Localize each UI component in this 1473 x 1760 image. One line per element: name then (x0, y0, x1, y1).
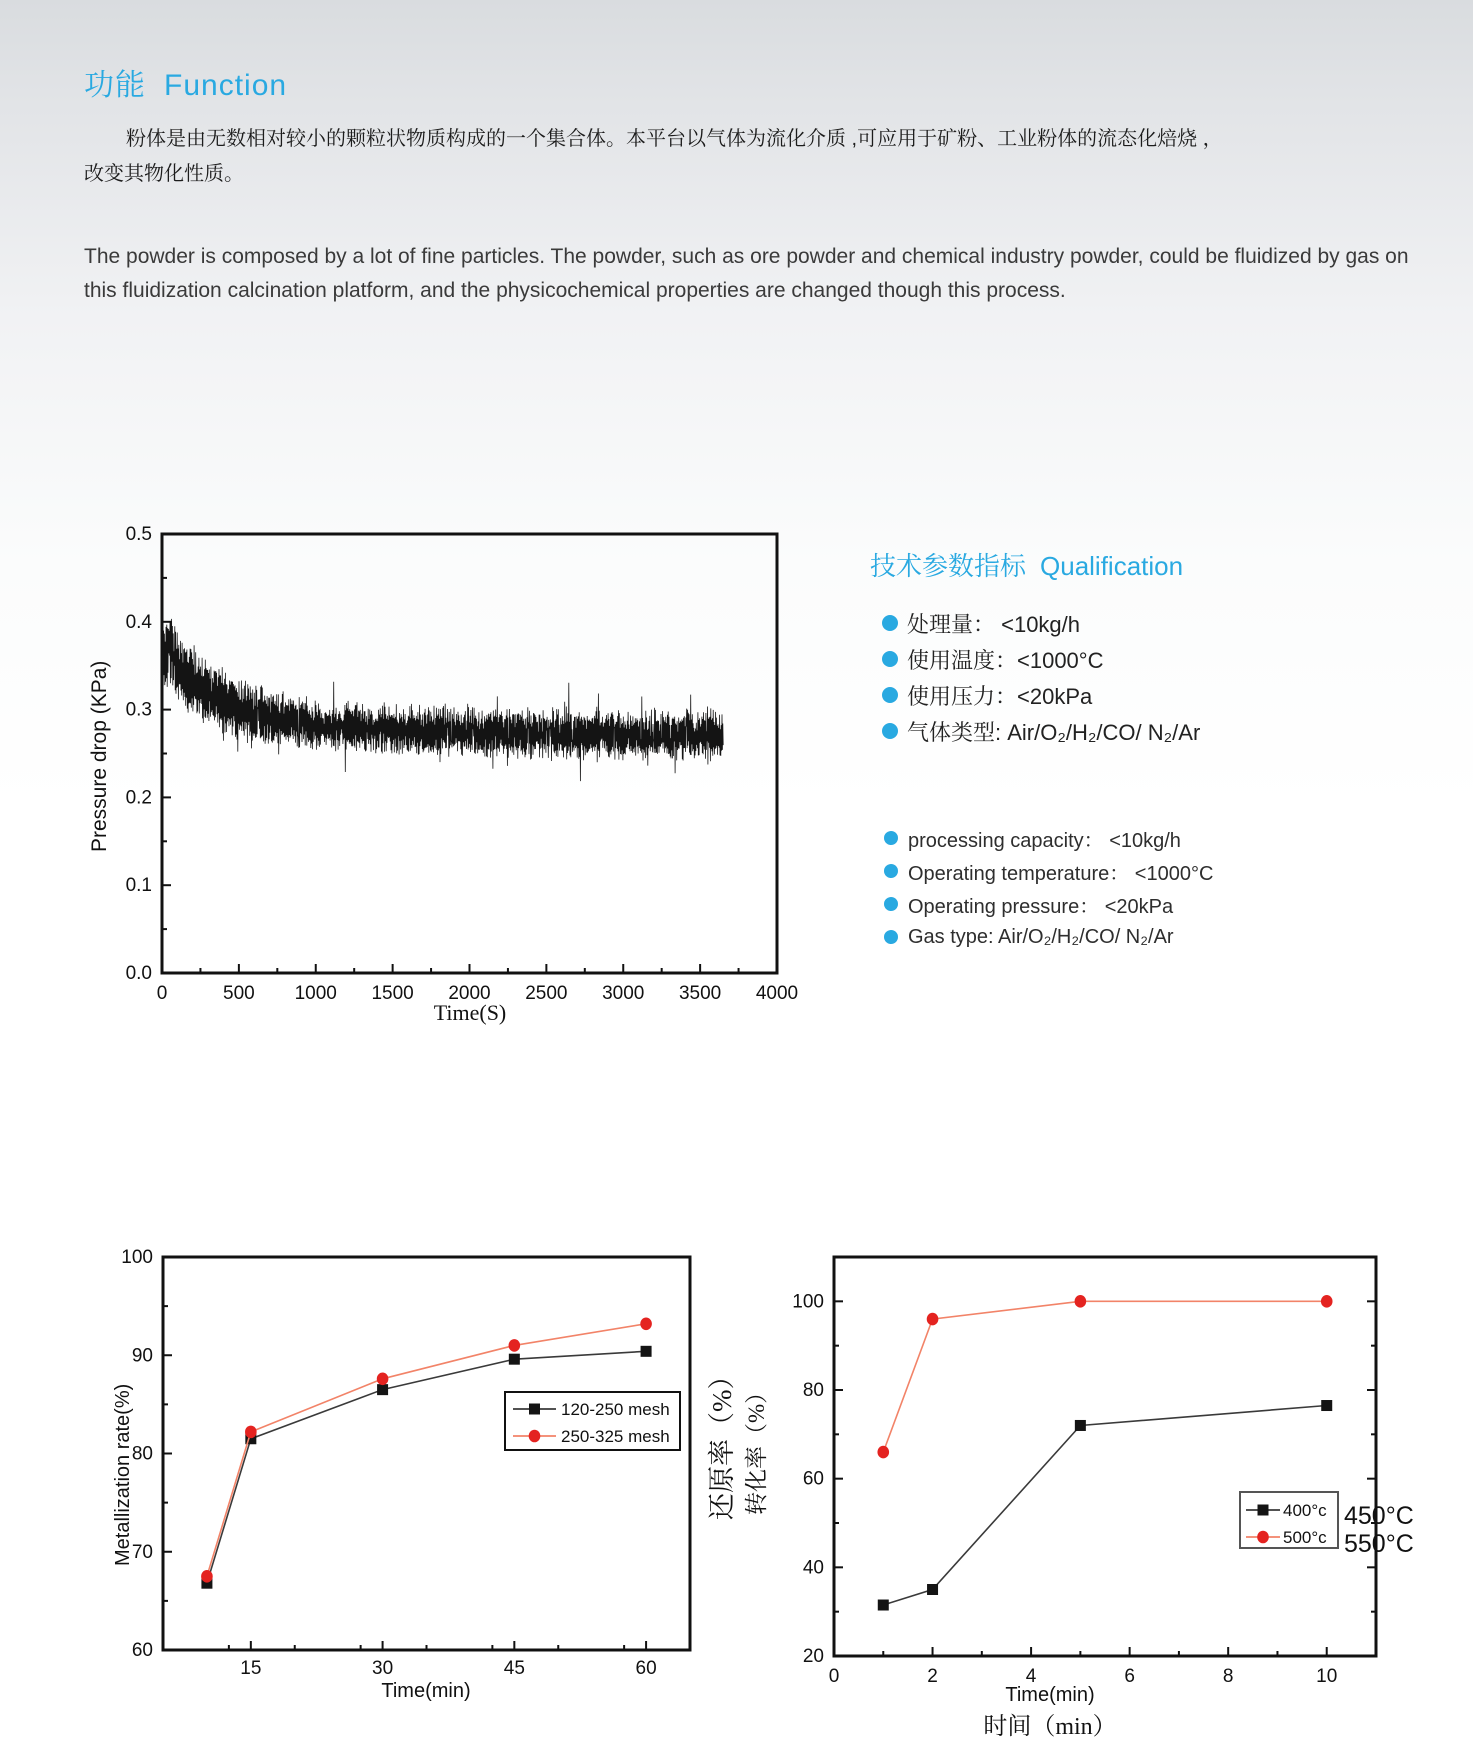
svg-text:3000: 3000 (602, 983, 645, 1004)
metallization-chart-xlabel: Time(min) (381, 1680, 471, 1702)
svg-text:100: 100 (121, 1247, 153, 1268)
metallization-chart-ylabel: Metallization rate(%) (112, 1383, 134, 1566)
svg-text:3500: 3500 (678, 983, 722, 1004)
bullet-gas-cn (882, 716, 1200, 746)
svg-text:10: 10 (1316, 1666, 1338, 1687)
bullet-icon (884, 897, 898, 911)
pressure-drop-chart (0, 440, 820, 1040)
svg-text:250-325 mesh: 250-325 mesh (561, 1427, 670, 1446)
svg-text:500°c: 500°c (1283, 1528, 1327, 1547)
svg-text:30: 30 (372, 1658, 394, 1679)
bullet-gas-en (884, 923, 1174, 951)
svg-text:120-250 mesh: 120-250 mesh (561, 1400, 670, 1419)
svg-text:400°c: 400°c (1283, 1501, 1327, 1520)
svg-text:450°C: 450°C (1344, 1502, 1414, 1530)
svg-text:20: 20 (802, 1646, 824, 1667)
svg-text:0.5: 0.5 (125, 524, 152, 545)
svg-text:0.1: 0.1 (125, 875, 152, 897)
svg-text:80: 80 (131, 1443, 153, 1465)
svg-text:100: 100 (792, 1291, 824, 1313)
bullet-capacity-en-text: processing capacity： <10kg/h (908, 829, 1181, 852)
bullet-icon (882, 723, 898, 739)
qualification-title-cn: 技术参数指标 (870, 551, 1027, 581)
svg-text:60: 60 (635, 1658, 657, 1679)
bullet-temperature-en (884, 857, 1213, 885)
svg-text:0: 0 (828, 1666, 840, 1687)
svg-text:2000: 2000 (448, 983, 491, 1004)
qualification-title (870, 546, 1183, 583)
intro-paragraph-en: The powder is composed by a lot of fine particles. The powder, such as ore powder and chemical industry powder, could be fluidized by gas on this fluidization calcination platform, and the physicochemical properties are changed though this process. (84, 245, 1409, 302)
bullet-pressure-cn (882, 680, 1092, 710)
bullet-capacity-cn (882, 608, 1080, 638)
bullet-capacity-en (884, 824, 1181, 852)
page-title (84, 60, 287, 104)
bullet-gas-en-text: Gas type: Air/O₂/H₂/CO/ N₂/Ar (908, 925, 1174, 948)
reduction-chart-ylabel-cn1: 还原率（%） (707, 1362, 737, 1520)
svg-text:60: 60 (802, 1468, 824, 1490)
bullet-icon (884, 930, 898, 944)
bullet-icon (884, 864, 898, 878)
metallization-rate-chart (0, 1100, 720, 1740)
svg-text:500: 500 (223, 983, 255, 1004)
svg-text:45: 45 (503, 1658, 525, 1679)
bullet-capacity-cn-text: 处理量： <10kg/h (907, 611, 1081, 637)
bullet-temperature-cn-text: 使用温度：<1000°C (907, 647, 1104, 673)
pressure-chart-ylabel: Pressure drop (KPa) (88, 660, 111, 852)
pressure-chart-xlabel: Time(S) (433, 1000, 507, 1025)
bullet-icon (882, 687, 898, 703)
svg-text:15: 15 (240, 1658, 262, 1679)
svg-text:90: 90 (131, 1345, 153, 1367)
bullet-temperature-cn (882, 644, 1103, 674)
svg-text:40: 40 (802, 1557, 824, 1579)
bullet-pressure-en-text: Operating pressure： <20kPa (908, 895, 1174, 918)
intro-paragraph-cn-line1: 粉体是由无数相对较小的颗粒状物质构成的一个集合体。本平台以气体为流化介质 ,可应用于矿粉、工业粉体的流态化焙烧 ， (126, 128, 1223, 150)
bullet-icon (884, 831, 898, 845)
svg-text:70: 70 (131, 1541, 153, 1563)
svg-text:1000: 1000 (294, 983, 337, 1004)
svg-text:4000: 4000 (755, 983, 799, 1004)
svg-text:80: 80 (802, 1380, 824, 1401)
bullet-pressure-cn-text: 使用压力：<20kPa (907, 683, 1093, 709)
svg-text:0.0: 0.0 (125, 963, 152, 984)
bullet-pressure-en (884, 890, 1173, 918)
svg-text:4: 4 (1025, 1666, 1037, 1687)
intro-paragraph-cn-line2: 改变其物化性质。 (84, 163, 244, 185)
bullet-gas-cn-text: 气体类型: Air/O₂/H₂/CO/ N₂/Ar (907, 719, 1201, 745)
reduction-chart-ylabel-cn2: 转化率（%） (744, 1380, 769, 1515)
svg-text:550°C: 550°C (1344, 1530, 1414, 1558)
bullet-temperature-en-text: Operating temperature： <1000°C (908, 862, 1214, 885)
svg-text:2500: 2500 (525, 983, 568, 1004)
svg-text:60: 60 (131, 1640, 153, 1661)
qualification-title-en: Qualification (1040, 551, 1184, 581)
svg-text:1500: 1500 (371, 983, 414, 1004)
svg-text:0.2: 0.2 (125, 787, 152, 809)
reduction-chart-xlabel-cn: 时间（min） (983, 1714, 1117, 1740)
svg-text:2: 2 (927, 1666, 938, 1687)
svg-text:6: 6 (1124, 1666, 1135, 1687)
svg-text:0.4: 0.4 (125, 611, 152, 633)
svg-text:0.3: 0.3 (125, 699, 152, 721)
page-title-cn: 功能 (84, 69, 146, 102)
page-title-en: Function (164, 69, 288, 102)
bullet-icon (882, 615, 898, 631)
reduction-chart-xlabel-en: Time(min) (1005, 1684, 1095, 1706)
intro-paragraph-cn (84, 122, 1434, 192)
svg-text:8: 8 (1222, 1666, 1234, 1687)
reduction-rate-chart (660, 1100, 1473, 1760)
svg-text:0: 0 (156, 983, 168, 1004)
bullet-icon (882, 651, 898, 667)
